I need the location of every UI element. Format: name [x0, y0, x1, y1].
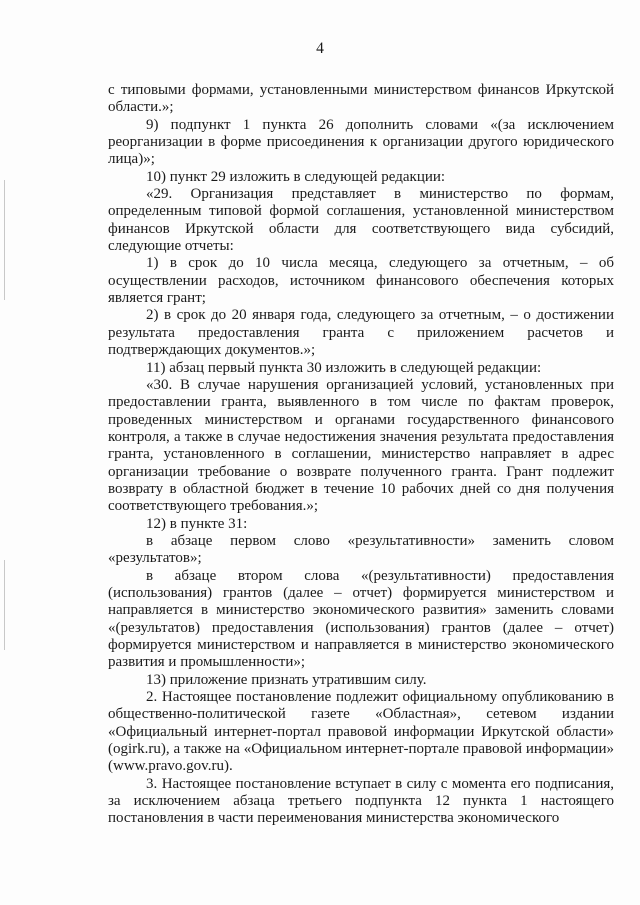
paragraph: с типовыми формами, установленными министерством финансов Иркутской области.»;: [108, 82, 614, 116]
paragraph: 2. Настоящее постановление подлежит официальному опубликованию в общественно-политической газете «Областная», сетевом издании «Официальный интернет-портал правовой информации Иркутской области» (ogirk.ru), а также на «Официальном интернет-портале правовой информации» (www.pravo.gov.ru).: [108, 689, 614, 775]
paragraph: 13) приложение признать утратившим силу.: [146, 671, 427, 688]
paragraph: в абзаце втором слова «(результативности) предоставления (использования) грантов (далее – отчет) формируется министерством и направляется в министерство экономического развития» заменить словами «(результатов) предоставления (использования) грантов (далее – отчет) формируется министерством и направляется в министерство экономического развития и промышленности»;: [108, 567, 614, 671]
paragraph: 1) в срок до 10 числа месяца, следующего за отчетным, – об осуществлении расходов, источником финансового обеспечения которых является грант;: [108, 255, 614, 307]
document-body: [108, 82, 614, 828]
paragraph: 3. Настоящее постановление вступает в силу с момента его подписания, за исключением абзаца третьего подпункта 12 пункта 1 настоящего постановления в части переименования министерства экономического: [108, 775, 614, 827]
paragraph: в абзаце первом слово «результативности» заменить словом «результатов»;: [108, 532, 614, 567]
paragraph: 12) в пункте 31:: [146, 515, 248, 532]
paragraph: 9) подпункт 1 пункта 26 дополнить словами «(за исключением реорганизации в форме присоединения к организации другого юридического лица)»;: [108, 116, 614, 168]
scan-edge-mark: [4, 560, 5, 650]
paragraph: «29. Организация представляет в министерство по формам, определенным типовой формой соглашения, установленной министерством финансов Иркутской области для соответствующего вида субсидий, следующие отчеты:: [108, 186, 614, 255]
page-number: 4: [316, 40, 324, 57]
paragraph: «30. В случае нарушения организацией условий, установленных при предоставлении гранта, выявленного в том числе по фактам проверок, проведенных министерством и органами государственного финансового контроля, а также в случае недостижения значения результата предоставления гранта, установленного в соглашении, министерство направляет в адрес организации требование о возврате полученного гранта. Грант подлежит возврату в областной бюджет в течение 10 рабочих дней со дня получения соответствующего требования.»;: [108, 376, 614, 515]
paragraph: 10) пункт 29 изложить в следующей редакции:: [146, 168, 446, 185]
scan-edge-mark: [4, 180, 5, 300]
paragraph: 2) в срок до 20 января года, следующего за отчетным, – о достижении результата предоставления гранта с приложением расчетов и подтверждающих документов.»;: [108, 307, 614, 359]
paragraph: 11) абзац первый пункта 30 изложить в следующей редакции:: [146, 359, 542, 376]
